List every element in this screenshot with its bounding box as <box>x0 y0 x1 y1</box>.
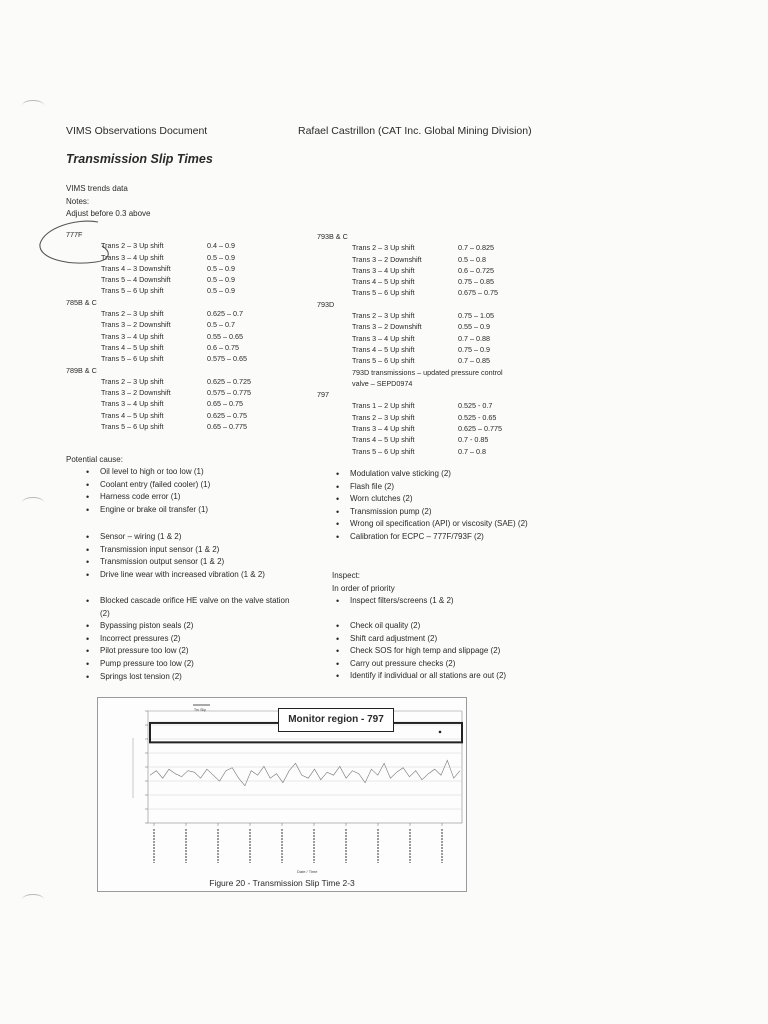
spec-row <box>66 421 296 432</box>
slip-time-range: 0.6 – 0.75 <box>207 342 239 352</box>
slip-time-range: 0.7 – 0.825 <box>458 243 494 253</box>
shift-label: Trans 5 – 4 Downshift <box>101 275 171 285</box>
spec-row <box>66 240 296 251</box>
inspect-list <box>350 620 570 683</box>
cause-item: • Worn clutches (2) <box>350 493 550 506</box>
spec-row <box>66 319 296 330</box>
spec-row <box>317 344 547 355</box>
slip-time-range: 0.75 – 0.85 <box>458 277 494 287</box>
slip-time-range: 0.55 – 0.9 <box>458 322 490 332</box>
legend-label: Trn Slip <box>194 708 206 712</box>
note-line: Notes: <box>66 196 90 206</box>
cause-item: • Transmission output sensor (1 & 2) <box>100 556 310 569</box>
inspect-list <box>350 595 570 608</box>
cause-list <box>100 595 300 683</box>
model-heading: 789B & C <box>66 365 97 375</box>
spec-row <box>317 333 547 344</box>
cause-item: • Transmission pump (2) <box>350 506 550 519</box>
model-heading: 785B & C <box>66 297 97 307</box>
shift-label: Trans 5 – 6 Up shift <box>352 356 415 366</box>
shift-label: Trans 3 – 4 Up shift <box>352 265 415 275</box>
shift-label: Trans 2 – 3 Up shift <box>101 309 164 319</box>
shift-label: Trans 5 – 6 Up shift <box>352 446 415 456</box>
model-note: 793D transmissions – updated pressure control <box>352 367 503 377</box>
model-note: valve – SEPD0974 <box>352 378 413 388</box>
slip-time-range: 0.675 – 0.75 <box>458 288 498 298</box>
shift-label: Trans 4 – 3 Downshift <box>101 263 171 273</box>
slip-time-range: 0.5 – 0.9 <box>207 275 235 285</box>
right-model-tables <box>317 231 547 457</box>
shift-label: Trans 2 – 3 Up shift <box>101 241 164 251</box>
cause-item: • Transmission input sensor (1 & 2) <box>100 544 310 557</box>
spec-row <box>66 376 296 387</box>
inspect-block <box>332 570 395 595</box>
cause-item: • Calibration for ECPC – 777F/793F (2) <box>350 531 550 544</box>
slip-time-range: 0.575 – 0.775 <box>207 388 251 398</box>
cause-item: • Springs lost tension (2) <box>100 671 300 684</box>
note-line: VIMS trends data <box>66 184 128 193</box>
spec-row <box>317 423 547 434</box>
spec-row <box>317 400 547 411</box>
model-heading: 793D <box>317 299 335 309</box>
shift-label: Trans 2 – 3 Up shift <box>101 376 164 386</box>
inspect-item: • Carry out pressure checks (2) <box>350 658 570 671</box>
shift-label: Trans 4 – 5 Up shift <box>101 410 164 420</box>
shift-label: Trans 3 – 4 Up shift <box>352 424 415 434</box>
x-axis-label: Date / Time <box>297 869 318 874</box>
potential-cause-heading: Potential cause: <box>66 455 123 464</box>
slip-time-range: 0.625 – 0.775 <box>458 424 502 434</box>
spec-row <box>66 308 296 319</box>
slip-time-range: 0.7 – 0.8 <box>458 446 486 456</box>
slip-time-range: 0.625 – 0.7 <box>207 309 243 319</box>
model-heading: 777F <box>66 230 83 239</box>
slip-time-range: 0.5 – 0.9 <box>207 263 235 273</box>
slip-time-range: 0.6 – 0.725 <box>458 265 494 275</box>
slip-time-range: 0.7 – 0.85 <box>458 356 490 366</box>
document-name: VIMS Observations Document <box>66 125 208 137</box>
monitor-region-callout: Monitor region - 797 <box>278 708 394 732</box>
author-line: Rafael Castrillon (CAT Inc. Global Mining Division) <box>298 125 532 137</box>
model-heading: 797 <box>317 390 329 400</box>
spec-row <box>66 398 296 409</box>
spec-row <box>66 410 296 421</box>
slip-time-range: 0.65 – 0.75 <box>207 399 243 409</box>
punch-hole-mark <box>22 100 44 111</box>
shift-label: Trans 2 – 3 Up shift <box>352 412 415 422</box>
page-title: Transmission Slip Times <box>66 152 213 166</box>
slip-time-range: 0.625 – 0.75 <box>207 410 247 420</box>
spec-row <box>66 331 296 342</box>
spec-row <box>66 252 296 263</box>
shift-label: Trans 4 – 5 Up shift <box>352 435 415 445</box>
series-line <box>150 760 460 785</box>
notes-block <box>66 183 151 221</box>
spec-row <box>66 353 296 364</box>
cause-item: • Pilot pressure too low (2) <box>100 645 300 658</box>
punch-hole-mark <box>22 497 44 508</box>
cause-list <box>100 466 310 516</box>
shift-label: Trans 5 – 6 Up shift <box>101 286 164 296</box>
slip-time-range: 0.75 – 0.9 <box>458 344 490 354</box>
shift-label: Trans 3 – 2 Downshift <box>352 254 422 264</box>
spec-row <box>317 287 547 298</box>
cause-item: • Harness code error (1) <box>100 491 310 504</box>
shift-label: Trans 3 – 4 Up shift <box>101 252 164 262</box>
cause-item: • Drive line wear with increased vibration (1 & 2) <box>100 569 310 582</box>
figure-caption: Figure 20 - Transmission Slip Time 2-3 <box>209 878 355 888</box>
cause-item: • Bypassing piston seals (2) <box>100 620 300 633</box>
figure-frame <box>97 697 467 892</box>
spec-row <box>317 412 547 423</box>
spec-row <box>317 265 547 276</box>
cause-item: • Engine or brake oil transfer (1) <box>100 504 310 517</box>
spec-row <box>317 310 547 321</box>
slip-time-range: 0.7 - 0.85 <box>458 435 489 445</box>
model-heading: 793B & C <box>317 232 348 241</box>
cause-item: • Oil level to high or too low (1) <box>100 466 310 479</box>
cause-item: • Incorrect pressures (2) <box>100 633 300 646</box>
shift-label: Trans 3 – 2 Downshift <box>101 388 171 398</box>
cause-list <box>350 468 550 544</box>
inspect-item: • Shift card adjustment (2) <box>350 633 570 646</box>
slip-time-range: 0.7 – 0.88 <box>458 333 490 343</box>
shift-label: Trans 5 – 6 Up shift <box>101 354 164 364</box>
cause-item: • Coolant entry (failed cooler) (1) <box>100 479 310 492</box>
note-line: Adjust before 0.3 above <box>66 209 151 218</box>
shift-label: Trans 3 – 2 Downshift <box>352 322 422 332</box>
spec-row <box>66 342 296 353</box>
slip-time-range: 0.5 – 0.7 <box>207 320 235 330</box>
cause-item: • Modulation valve sticking (2) <box>350 468 550 481</box>
inspect-item: • Check oil quality (2) <box>350 620 570 633</box>
shift-label: Trans 3 – 4 Up shift <box>101 399 164 409</box>
shift-label: Trans 2 – 3 Up shift <box>352 243 415 253</box>
shift-label: Trans 5 – 6 Up shift <box>352 288 415 298</box>
inspect-subheading: In order of priority <box>332 583 395 593</box>
spec-row <box>317 434 547 445</box>
shift-label: Trans 5 – 6 Up shift <box>101 422 164 432</box>
slip-time-range: 0.5 – 0.9 <box>207 286 235 296</box>
left-model-tables <box>66 229 296 432</box>
slip-time-range: 0.575 – 0.65 <box>207 354 247 364</box>
data-point-marker <box>439 731 442 734</box>
shift-label: Trans 4 – 5 Up shift <box>101 342 164 352</box>
spec-row <box>317 276 547 287</box>
spec-row <box>66 285 296 296</box>
shift-label: Trans 2 – 3 Up shift <box>352 311 415 321</box>
inspect-item: • Identify if individual or all stations are out (2) <box>350 670 570 683</box>
punch-hole-mark <box>22 894 44 905</box>
spec-row <box>66 274 296 285</box>
spec-row <box>66 263 296 274</box>
spec-row <box>317 355 547 366</box>
shift-label: Trans 3 – 4 Up shift <box>352 333 415 343</box>
slip-time-range: 0.525 - 0.65 <box>458 412 497 422</box>
slip-time-range: 0.5 – 0.8 <box>458 254 486 264</box>
slip-time-range: 0.75 – 1.05 <box>458 311 494 321</box>
shift-label: Trans 4 – 5 Up shift <box>352 277 415 287</box>
inspect-heading: Inspect: <box>332 571 361 580</box>
slip-time-range: 0.4 – 0.9 <box>207 241 235 251</box>
cause-item: • Flash file (2) <box>350 481 550 494</box>
spec-row <box>317 446 547 457</box>
spec-row <box>317 242 547 253</box>
inspect-item: • Inspect filters/screens (1 & 2) <box>350 595 570 608</box>
shift-label: Trans 3 – 4 Up shift <box>101 331 164 341</box>
spec-row <box>317 321 547 332</box>
shift-label: Trans 4 – 5 Up shift <box>352 344 415 354</box>
inspect-item: • Check SOS for high temp and slippage (2) <box>350 645 570 658</box>
shift-label: Trans 3 – 2 Downshift <box>101 320 171 330</box>
cause-list <box>100 531 310 581</box>
slip-time-range: 0.5 – 0.9 <box>207 252 235 262</box>
slip-time-range: 0.65 – 0.775 <box>207 422 247 432</box>
slip-time-range: 0.55 – 0.65 <box>207 331 243 341</box>
slip-time-range: 0.525 - 0.7 <box>458 401 493 411</box>
slip-time-range: 0.625 – 0.725 <box>207 376 251 386</box>
spec-row <box>317 254 547 265</box>
cause-item: • Blocked cascade orifice HE valve on the valve station (2) <box>100 595 300 620</box>
shift-label: Trans 1 – 2 Up shift <box>352 401 415 411</box>
cause-item: • Pump pressure too low (2) <box>100 658 300 671</box>
cause-item: • Sensor – wiring (1 & 2) <box>100 531 310 544</box>
cause-item: • Wrong oil specification (API) or viscosity (SAE) (2) <box>350 518 550 531</box>
spec-row <box>66 387 296 398</box>
